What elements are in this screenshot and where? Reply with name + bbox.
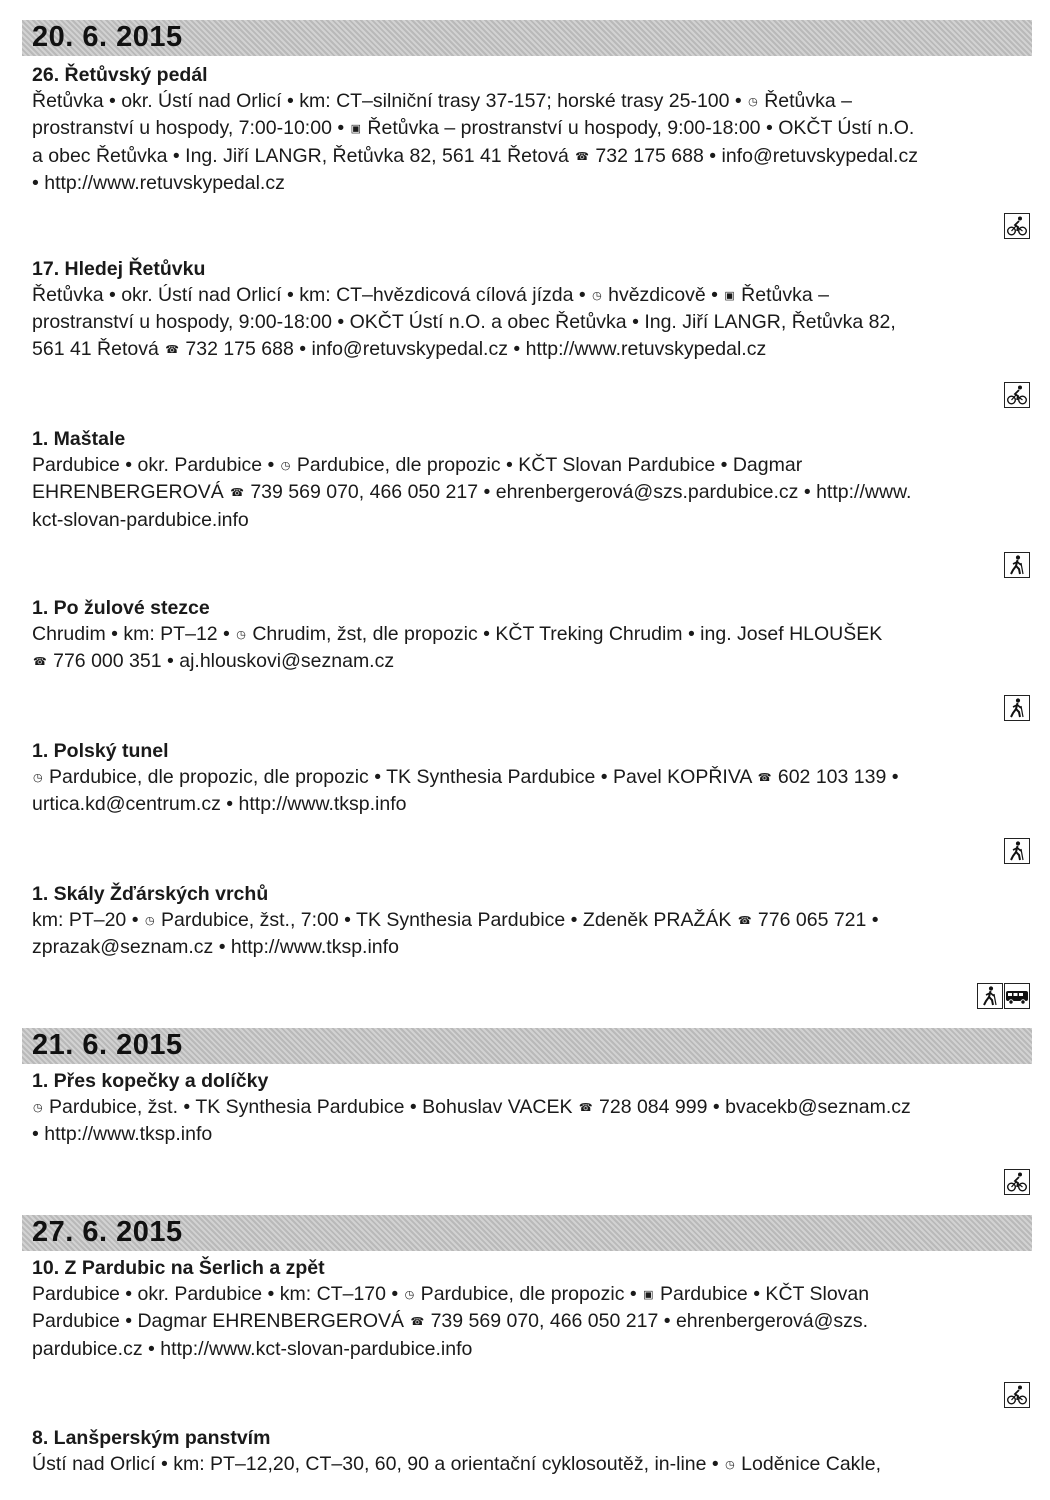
clock-icon: ◷	[236, 629, 246, 641]
detail-text: zprazak@seznam.cz • http://www.tksp.info	[32, 936, 399, 959]
detail-text: Řetůvka –	[735, 284, 829, 306]
phone-icon: ☎	[410, 1316, 425, 1329]
clock-icon: ◷	[33, 1102, 43, 1114]
finish-flag-icon: ▣	[643, 1289, 654, 1301]
detail-text: Pardubice • KČT Slovan	[654, 1283, 870, 1305]
detail-text: kct-slovan-pardubice.info	[32, 508, 249, 531]
event-entry	[32, 426, 1032, 533]
detail-text: 776 000 351 • aj.hlouskovi@seznam.cz	[47, 650, 395, 673]
detail-text: Řetůvka –	[758, 90, 852, 112]
clock-icon: ◷	[725, 1459, 735, 1471]
event-details	[32, 88, 1032, 196]
detail-text: 739 569 070, 466 050 217 • ehrenbergerová@szs.	[425, 1310, 869, 1333]
detail-text: Pardubice • okr. Pardubice •	[32, 454, 280, 476]
bicycle-icon	[1004, 382, 1030, 408]
detail-text: Pardubice • Dagmar EHRENBERGEROVÁ	[32, 1310, 410, 1333]
event-title: 1. Po žulové stezce	[32, 597, 210, 619]
phone-icon: ☎	[165, 343, 179, 356]
detail-line	[32, 282, 1032, 309]
event-title: 8. Lanšperským panstvím	[32, 1427, 271, 1449]
detail-text: Ústí nad Orlicí • km: PT–12,20, CT–30, 60, 90 a orientační cyklosoutěž, in-line •	[32, 1453, 725, 1475]
detail-text: 732 175 688 • info@retuvskypedal.cz	[589, 144, 918, 167]
detail-line	[32, 309, 1032, 335]
detail-text: EHRENBERGEROVÁ	[32, 481, 230, 504]
detail-line	[32, 1451, 1032, 1478]
detail-line	[32, 479, 1032, 506]
hiker-icon	[1004, 552, 1030, 578]
event-title: 17. Hledej Řetůvku	[32, 258, 206, 280]
clock-icon: ◷	[144, 915, 155, 927]
event-details	[32, 764, 1032, 818]
detail-line	[32, 1121, 1032, 1147]
detail-line	[32, 934, 1032, 960]
event-entry	[32, 738, 1032, 818]
activity-icons	[1004, 838, 1030, 864]
detail-text: Pardubice, žst. • TK Synthesia Pardubice • Bohuslav VACEK	[43, 1096, 578, 1118]
phone-icon: ☎	[230, 487, 244, 500]
detail-text: 561 41 Řetová	[32, 337, 165, 360]
detail-line	[32, 764, 1032, 791]
detail-text: prostranství u hospody, 9:00-18:00 • OKČT Ústí n.O. a obec Řetůvka • Ing. Jiří LANGR, Řetůvka 82,	[32, 311, 896, 334]
detail-text: 776 065 721 •	[752, 909, 879, 931]
event-title: 1. Polský tunel	[32, 740, 169, 762]
detail-line	[32, 1308, 1032, 1335]
bicycle-icon	[1004, 213, 1030, 239]
activity-icons	[977, 983, 1030, 1009]
activity-icons	[1004, 213, 1030, 239]
date-header	[22, 1215, 1032, 1251]
detail-line	[32, 648, 1032, 675]
activity-icons	[1004, 382, 1030, 408]
bicycle-icon	[1004, 1169, 1030, 1195]
date-label: 27. 6. 2015	[32, 1216, 183, 1248]
clock-icon: ◷	[592, 290, 602, 302]
detail-text: Pardubice, žst., 7:00 • TK Synthesia Pardubice • Zdeněk PRAŽÁK	[155, 909, 737, 931]
event-entry	[32, 1425, 1032, 1478]
event-details	[32, 1281, 1032, 1362]
event-title: 26. Řetůvský pedál	[32, 64, 208, 86]
activity-icons	[1004, 695, 1030, 721]
phone-icon: ☎	[33, 656, 47, 669]
detail-text: Pardubice, dle propozic, dle propozic • TK Synthesia Pardubice • Pavel KOPŘIVA	[43, 766, 757, 788]
event-title: 1. Přes kopečky a dolíčky	[32, 1070, 269, 1092]
detail-text: Řetůvka • okr. Ústí nad Orlicí • km: CT–hvězdicová cílová jízda •	[32, 284, 592, 306]
event-details	[32, 1094, 1032, 1148]
clock-icon: ◷	[404, 1289, 415, 1301]
event-details	[32, 452, 1032, 533]
event-details	[32, 621, 1032, 676]
date-label: 21. 6. 2015	[32, 1029, 183, 1061]
event-title: 10. Z Pardubic na Šerlich a zpět	[32, 1257, 325, 1279]
activity-icons	[1004, 552, 1030, 578]
clock-icon: ◷	[280, 460, 291, 472]
detail-text: Chrudim, žst, dle propozic • KČT Treking Chrudim • ing. Josef HLOUŠEK	[246, 623, 883, 645]
hiker-icon	[977, 983, 1003, 1009]
detail-line	[32, 115, 1032, 142]
event-title: 1. Skály Žďárských vrchů	[32, 883, 269, 905]
event-entry	[32, 595, 1032, 676]
detail-text: km: PT–20 •	[32, 909, 144, 931]
event-entry	[32, 256, 1032, 363]
event-details	[32, 907, 1032, 961]
hiker-icon	[1004, 695, 1030, 721]
phone-icon: ☎	[757, 772, 772, 784]
date-label: 20. 6. 2015	[32, 21, 183, 53]
detail-text: 732 175 688 • info@retuvskypedal.cz • http://www.retuvskypedal.cz	[179, 337, 767, 360]
detail-line	[32, 88, 1032, 115]
bus-icon	[1004, 983, 1030, 1009]
detail-line	[32, 1094, 1032, 1121]
detail-line	[32, 336, 1032, 363]
detail-text: prostranství u hospody, 7:00-10:00 •	[32, 117, 350, 140]
clock-icon: ◷	[748, 96, 758, 108]
date-header	[22, 1028, 1032, 1064]
bicycle-icon	[1004, 1382, 1030, 1408]
detail-line	[32, 452, 1032, 479]
detail-text: 728 084 999 • bvacekb@seznam.cz	[593, 1096, 911, 1118]
event-entry	[32, 1255, 1032, 1362]
activity-icons	[1004, 1382, 1030, 1408]
hiker-icon	[1004, 838, 1030, 864]
detail-text: pardubice.cz • http://www.kct-slovan-pardubice.info	[32, 1337, 473, 1360]
event-entry	[32, 62, 1032, 196]
finish-flag-icon: ▣	[724, 290, 735, 302]
detail-line	[32, 143, 1032, 170]
clock-icon: ◷	[33, 772, 43, 784]
phone-icon: ☎	[578, 1102, 593, 1114]
detail-text: • http://www.tksp.info	[32, 1123, 213, 1146]
detail-text: • http://www.retuvskypedal.cz	[32, 171, 285, 194]
detail-line	[32, 791, 1032, 817]
detail-line	[32, 907, 1032, 934]
event-title: 1. Maštale	[32, 428, 126, 450]
detail-text: Pardubice, dle propozic • KČT Slovan Pardubice • Dagmar	[291, 454, 803, 476]
activity-icons	[1004, 1169, 1030, 1195]
event-details	[32, 282, 1032, 363]
detail-text: urtica.kd@centrum.cz • http://www.tksp.info	[32, 793, 407, 816]
detail-line	[32, 507, 1032, 533]
phone-icon: ☎	[575, 150, 589, 163]
event-details	[32, 1451, 1032, 1478]
finish-flag-icon: ▣	[350, 123, 361, 136]
detail-line	[32, 621, 1032, 648]
event-entry	[32, 881, 1032, 961]
detail-line	[32, 1281, 1032, 1308]
event-entry	[32, 1068, 1032, 1148]
detail-text: Řetůvka – prostranství u hospody, 9:00-18:00 • OKČT Ústí n.O.	[361, 117, 915, 140]
detail-text: Pardubice, dle propozic •	[415, 1283, 643, 1305]
detail-text: Loděnice Cakle,	[735, 1453, 882, 1475]
phone-icon: ☎	[737, 915, 752, 927]
detail-text: Řetůvka • okr. Ústí nad Orlicí • km: CT–silniční trasy 37-157; horské trasy 25-100 •	[32, 90, 748, 112]
detail-text: 602 103 139 •	[772, 766, 899, 788]
detail-line	[32, 1336, 1032, 1362]
detail-text: 739 569 070, 466 050 217 • ehrenbergerová@szs.pardubice.cz • http://www.	[244, 481, 912, 504]
date-header	[22, 20, 1032, 56]
detail-line	[32, 170, 1032, 196]
detail-text: Chrudim • km: PT–12 •	[32, 623, 236, 645]
detail-text: a obec Řetůvka • Ing. Jiří LANGR, Řetůvka 82, 561 41 Řetová	[32, 144, 575, 167]
detail-text: hvězdicově •	[602, 284, 724, 306]
detail-text: Pardubice • okr. Pardubice • km: CT–170 •	[32, 1283, 404, 1305]
